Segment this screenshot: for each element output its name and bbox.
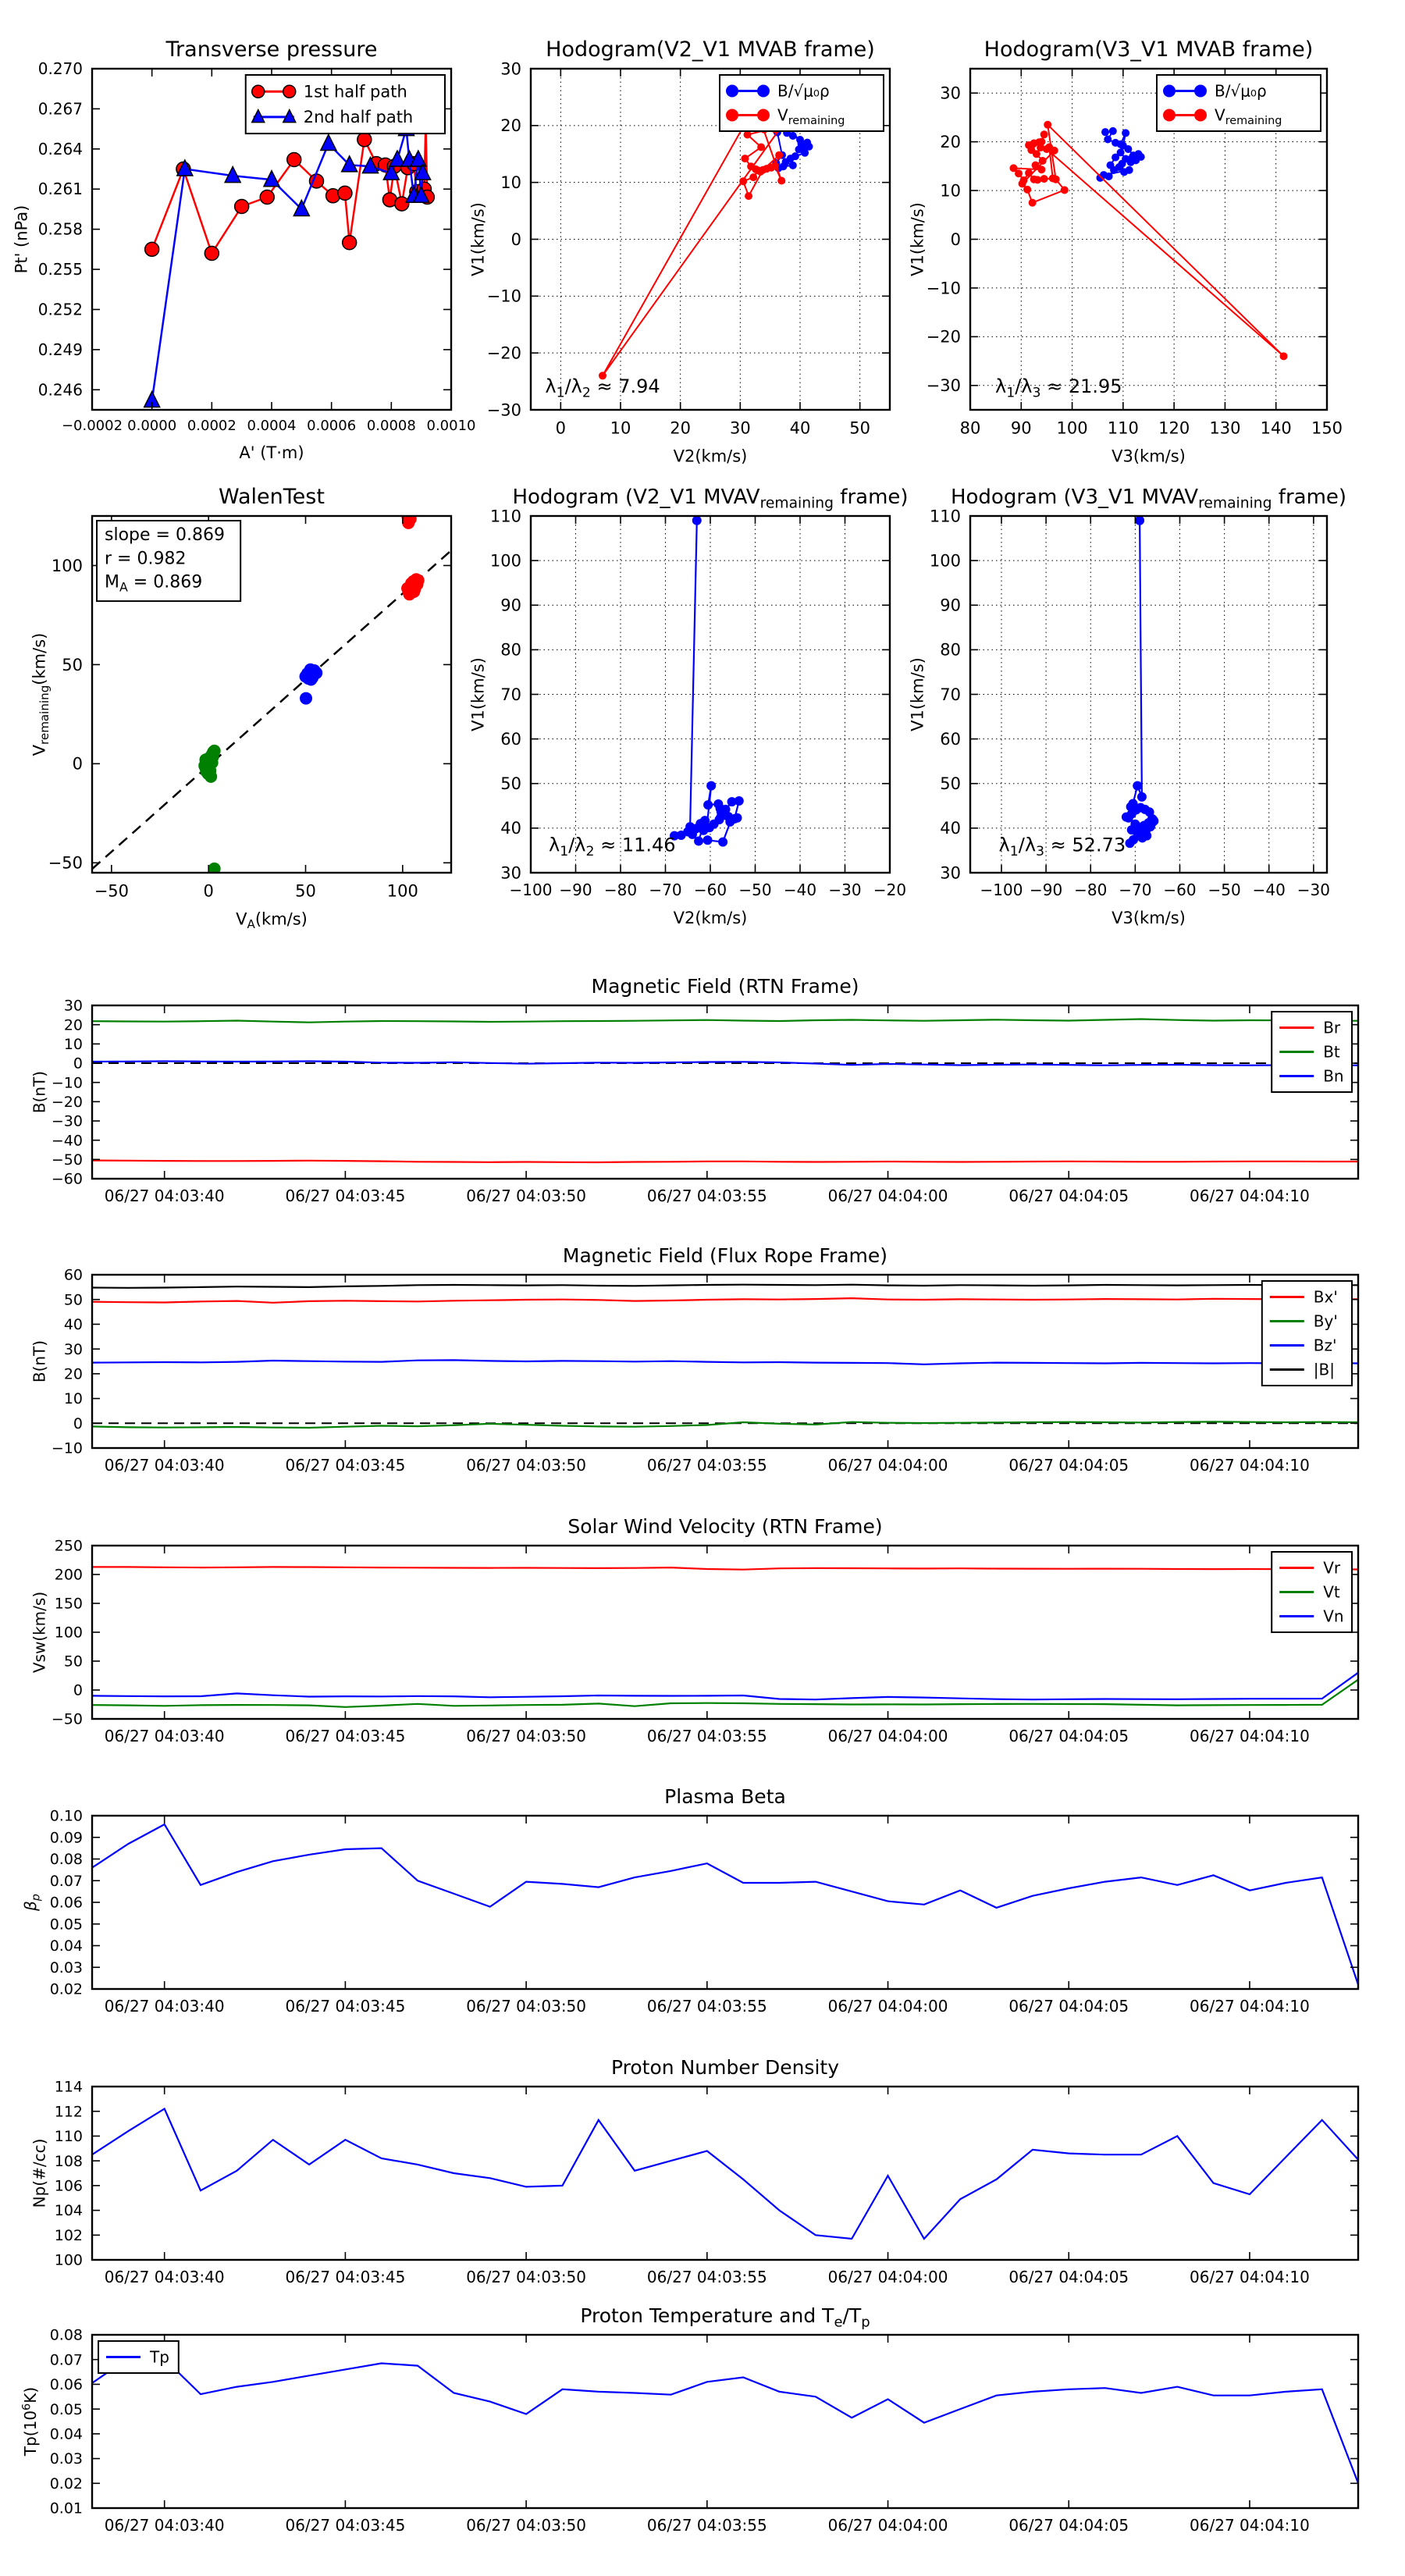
hodogram-v2v1-mvab-ytick: −20 — [486, 343, 521, 363]
proton-number-density-title: Proton Number Density — [611, 2056, 839, 2079]
transverse-pressure-xtick: 0.0006 — [307, 418, 357, 435]
hodogram-v3v1-mvav-title: Hodogram (V3_V1 $MVAV_{remaining}$ frame) — [950, 486, 1347, 512]
hodogram-v2v1-mvav-xtick: −30 — [828, 881, 862, 899]
solar-wind-velocity-xtick: 06/27 04:03:50 — [466, 1727, 587, 1745]
plasma-beta-xtick: 06/27 04:03:45 — [285, 1997, 406, 2016]
plasma-beta-ytick: 0.10 — [49, 1807, 83, 1825]
walen-test-ytick: 50 — [62, 655, 83, 674]
proton-temperature-ylabel: $Tp(10^6K)$ — [20, 2386, 40, 2457]
plasma-beta-title: Plasma Beta — [664, 1785, 786, 1808]
walen-test-title: WalenTest — [219, 485, 325, 509]
hodogram-v3v1-mvab-ytick: −30 — [926, 376, 961, 396]
solar-wind-velocity-legend-label: Vt — [1323, 1582, 1340, 1602]
proton-number-density-xtick: 06/27 04:03:55 — [646, 2268, 767, 2286]
hodogram-v3v1-mvav-ytick: 50 — [940, 774, 961, 794]
hodogram-v3v1-mvav-xtick: −30 — [1297, 881, 1330, 899]
magnetic-field-rtn-legend-label: Br — [1323, 1018, 1341, 1037]
magnetic-field-rtn-xtick: 06/27 04:04:05 — [1008, 1187, 1129, 1205]
hodogram-v3v1-mvav-xtick: −70 — [1119, 881, 1152, 899]
hodogram-v3v1-mvav-xtick: −100 — [980, 881, 1023, 899]
proton-temperature-xtick: 06/27 04:03:50 — [466, 2516, 587, 2535]
magnetic-field-rtn-xtick: 06/27 04:03:40 — [104, 1187, 225, 1205]
hodogram-v3v1-mvab-xtick: 150 — [1311, 418, 1343, 438]
hodogram-v2v1-mvab-xtick: 40 — [789, 418, 811, 438]
transverse-pressure-ytick: 0.270 — [37, 59, 83, 78]
transverse-pressure-legend-label: 2nd half path — [303, 108, 414, 127]
transverse-pressure-ylabel: Pt' (nPa) — [12, 205, 31, 274]
proton-number-density-ytick: 112 — [54, 2103, 83, 2121]
transverse-pressure-ytick: 0.252 — [37, 300, 83, 319]
hodogram-v3v1-mvab-xtick: 80 — [959, 418, 981, 438]
hodogram-v2v1-mvab-ytick: 0 — [510, 229, 521, 249]
proton-temperature-ytick: 0.04 — [49, 2425, 83, 2443]
solar-wind-velocity-xtick: 06/27 04:04:10 — [1190, 1727, 1310, 1745]
plasma-beta-xtick: 06/27 04:03:40 — [104, 1997, 225, 2016]
hodogram-v2v1-mvab-ytick: 10 — [500, 173, 521, 193]
plasma-beta-xtick: 06/27 04:04:05 — [1008, 1997, 1129, 2016]
magnetic-field-fluxrope-title: Magnetic Field (Flux Rope Frame) — [562, 1244, 888, 1267]
plasma-beta-ytick: 0.03 — [49, 1959, 83, 1976]
plasma-beta-ytick: 0.04 — [49, 1937, 83, 1955]
hodogram-v3v1-mvab-xtick: 130 — [1209, 418, 1241, 438]
hodogram-v3v1-mvav-ytick: 60 — [940, 729, 961, 749]
hodogram-v2v1-mvav-xtick: −80 — [603, 881, 638, 899]
proton-temperature-ytick: 0.05 — [49, 2400, 83, 2418]
hodogram-v3v1-mvav-ylabel: V1(km/s) — [908, 657, 927, 731]
hodogram-v3v1-mvav-xlabel: V3(km/s) — [1112, 909, 1186, 927]
solar-wind-velocity-title: Solar Wind Velocity (RTN Frame) — [567, 1515, 883, 1538]
magnetic-field-rtn-ytick: −50 — [51, 1151, 83, 1169]
hodogram-v3v1-mvab-legend — [1157, 75, 1321, 131]
magnetic-field-fluxrope-xtick: 06/27 04:03:45 — [285, 1456, 406, 1475]
solar-wind-velocity-ylabel: Vsw(km/s) — [30, 1591, 49, 1674]
magnetic-field-rtn-title: Magnetic Field (RTN Frame) — [591, 975, 859, 998]
proton-number-density-ytick: 106 — [54, 2177, 83, 2195]
hodogram-v2v1-mvav-ylabel: V1(km/s) — [468, 657, 488, 731]
hodogram-v2v1-mvav-annotation: $\lambda_1/\lambda_2 \approx 11.46$ — [549, 834, 676, 859]
walen-test-stat: slope = 0.869 — [105, 525, 225, 545]
transverse-pressure-xtick: 0.0000 — [127, 418, 177, 435]
solar-wind-velocity-legend-label: Vn — [1323, 1606, 1344, 1626]
proton-temperature-ytick: 0.06 — [49, 2376, 83, 2394]
hodogram-v2v1-mvav-ytick: 70 — [500, 685, 521, 704]
proton-temperature-title: Proton Temperature and $T_e/T_p$ — [580, 2304, 870, 2331]
solar-wind-velocity-ytick: 50 — [63, 1653, 83, 1670]
hodogram-v2v1-mvab-ytick: −10 — [486, 286, 521, 306]
magnetic-field-fluxrope-legend-label: Bz' — [1313, 1336, 1337, 1355]
proton-number-density-ytick: 114 — [54, 2078, 83, 2096]
magnetic-field-fluxrope-xtick: 06/27 04:03:50 — [466, 1456, 587, 1475]
hodogram-v3v1-mvab-ytick: 20 — [940, 132, 961, 151]
solar-wind-velocity-ytick: 150 — [54, 1595, 83, 1613]
solar-wind-velocity-ytick: 100 — [54, 1624, 83, 1642]
hodogram-v3v1-mvab-title: Hodogram(V3_V1 MVAB frame) — [984, 37, 1314, 62]
hodogram-v3v1-mvab-annotation: $\lambda_1/\lambda_3 \approx 21.95$ — [994, 375, 1122, 401]
hodogram-v2v1-mvav-ytick: 90 — [500, 596, 521, 615]
magnetic-field-rtn-xtick: 06/27 04:03:55 — [646, 1187, 767, 1205]
hodogram-v3v1-mvav-ytick: 90 — [940, 596, 961, 615]
magnetic-field-fluxrope-ytick: 50 — [63, 1291, 83, 1309]
walen-test-ytick: −50 — [48, 853, 83, 873]
plasma-beta-ytick: 0.02 — [49, 1980, 83, 1998]
proton-temperature-ytick: 0.08 — [49, 2326, 83, 2344]
hodogram-v2v1-mvab-title: Hodogram(V2_V1 MVAB frame) — [546, 37, 875, 62]
magnetic-field-fluxrope-ytick: 60 — [63, 1266, 83, 1284]
transverse-pressure-ytick: 0.267 — [37, 99, 83, 119]
magnetic-field-rtn-ytick: −20 — [51, 1093, 83, 1111]
hodogram-v2v1-mvav-xtick: −100 — [509, 881, 553, 899]
transverse-pressure-xtick: −0.0002 — [61, 418, 123, 435]
magnetic-field-fluxrope-ytick: 20 — [63, 1365, 83, 1383]
walen-test-stat: r = 0.982 — [105, 549, 187, 569]
hodogram-v3v1-mvav-xtick: −60 — [1163, 881, 1197, 899]
transverse-pressure-xlabel: A' (T·m) — [239, 443, 304, 463]
hodogram-v3v1-mvab-xtick: 90 — [1010, 418, 1032, 438]
plasma-beta-ytick: 0.05 — [49, 1916, 83, 1934]
hodogram-v2v1-mvab-xlabel: V2(km/s) — [673, 447, 748, 466]
magnetic-field-rtn-ytick: −60 — [51, 1170, 83, 1188]
hodogram-v2v1-mvab-ytick: 30 — [500, 59, 521, 79]
hodogram-v2v1-mvav-ytick: 80 — [500, 640, 521, 660]
hodogram-v3v1-mvav-xtick: −90 — [1030, 881, 1063, 899]
magnetic-field-fluxrope-xtick: 06/27 04:03:55 — [646, 1456, 767, 1475]
proton-temperature-legend — [98, 2341, 179, 2373]
walen-test-xlabel: $V_A(km/s)$ — [236, 909, 308, 932]
plasma-beta-ylabel: $\beta_p$ — [21, 1894, 43, 1911]
magnetic-field-rtn-xtick: 06/27 04:04:00 — [827, 1187, 948, 1205]
hodogram-v2v1-mvab-xtick: 30 — [729, 418, 751, 438]
hodogram-v3v1-mvab-ytick: 30 — [940, 84, 961, 103]
transverse-pressure-legend — [246, 75, 445, 133]
walen-test-xtick: 0 — [203, 881, 214, 901]
magnetic-field-fluxrope-xtick: 06/27 04:04:00 — [827, 1456, 948, 1475]
plasma-beta-xtick: 06/27 04:04:10 — [1190, 1997, 1310, 2016]
magnetic-field-fluxrope-ytick: 40 — [63, 1316, 83, 1334]
proton-temperature-legend-label: Tp — [150, 2347, 169, 2367]
plasma-beta-xtick: 06/27 04:04:00 — [827, 1997, 948, 2016]
walen-test-stat: $M_A = 0.869$ — [105, 572, 203, 595]
hodogram-v3v1-mvab-ytick: −10 — [926, 279, 961, 298]
proton-number-density-xtick: 06/27 04:04:10 — [1190, 2268, 1310, 2286]
hodogram-v2v1-mvab-legend — [720, 75, 884, 131]
magnetic-field-rtn-ytick: −10 — [51, 1074, 83, 1092]
hodogram-v3v1-mvav-ytick: 110 — [929, 507, 961, 526]
transverse-pressure-xtick: 0.0004 — [247, 418, 297, 435]
walen-test-ytick: 0 — [72, 754, 83, 774]
solar-wind-velocity-xtick: 06/27 04:04:05 — [1008, 1727, 1129, 1745]
hodogram-v2v1-mvav-ytick: 40 — [500, 819, 521, 838]
hodogram-v3v1-mvav-xtick: −40 — [1252, 881, 1286, 899]
proton-temperature-xtick: 06/27 04:04:05 — [1008, 2516, 1129, 2535]
transverse-pressure-ytick: 0.246 — [37, 380, 83, 400]
hodogram-v3v1-mvab-legend-label: B/√μ₀ρ — [1215, 81, 1267, 101]
magnetic-field-fluxrope-legend — [1262, 1281, 1352, 1386]
proton-number-density-xtick: 06/27 04:03:40 — [104, 2268, 225, 2286]
magnetic-field-fluxrope-legend-label: Bx' — [1313, 1287, 1338, 1307]
walen-test-xtick: 100 — [386, 881, 418, 901]
magnetic-field-fluxrope-ylabel: B(nT) — [30, 1340, 49, 1383]
transverse-pressure-xtick: 0.0008 — [366, 418, 416, 435]
proton-temperature-ytick: 0.03 — [49, 2450, 83, 2468]
proton-number-density-ylabel: Np(#/cc) — [30, 2138, 49, 2208]
hodogram-v2v1-mvav-xtick: −60 — [693, 881, 727, 899]
hodogram-v2v1-mvav-ytick: 60 — [500, 729, 521, 749]
hodogram-v3v1-mvab-ytick: −20 — [926, 327, 961, 347]
hodogram-v3v1-mvab-legend-label: $V_{remaining}$ — [1215, 105, 1282, 127]
hodogram-v2v1-mvab-xtick: 10 — [610, 418, 631, 438]
hodogram-v2v1-mvav-ytick: 100 — [489, 551, 521, 571]
magnetic-field-fluxrope-ytick: 30 — [63, 1340, 83, 1358]
plasma-beta-xtick: 06/27 04:03:50 — [466, 1997, 587, 2016]
magnetic-field-fluxrope-ytick: 0 — [73, 1414, 83, 1432]
solar-wind-velocity-xtick: 06/27 04:04:00 — [827, 1727, 948, 1745]
solar-wind-velocity-legend-label: Vr — [1323, 1558, 1341, 1578]
proton-temperature-xtick: 06/27 04:03:40 — [104, 2516, 225, 2535]
magnetic-field-fluxrope-xtick: 06/27 04:04:05 — [1008, 1456, 1129, 1475]
solar-wind-velocity-legend — [1272, 1552, 1352, 1632]
proton-temperature-ytick: 0.02 — [49, 2475, 83, 2492]
hodogram-v2v1-mvav-ytick: 50 — [500, 774, 521, 794]
magnetic-field-rtn-xtick: 06/27 04:04:10 — [1190, 1187, 1310, 1205]
hodogram-v2v1-mvab-xtick: 50 — [849, 418, 871, 438]
walen-test-ylabel: $V_{remaining}(km/s)$ — [30, 632, 52, 756]
hodogram-v3v1-mvav-xtick: −80 — [1074, 881, 1108, 899]
hodogram-v2v1-mvab-ylabel: V1(km/s) — [468, 202, 488, 276]
magnetic-field-rtn-ytick: −30 — [51, 1112, 83, 1130]
solar-wind-velocity-ytick: 250 — [54, 1537, 83, 1555]
plasma-beta-ytick: 0.08 — [49, 1851, 83, 1869]
hodogram-v3v1-mvab-xtick: 100 — [1056, 418, 1088, 438]
walen-test-xtick: −50 — [94, 881, 130, 901]
transverse-pressure-title: Transverse pressure — [165, 37, 378, 62]
magnetic-field-rtn-legend — [1272, 1012, 1352, 1092]
proton-temperature-xtick: 06/27 04:03:45 — [285, 2516, 406, 2535]
transverse-pressure-ytick: 0.249 — [37, 340, 83, 359]
proton-number-density-xtick: 06/27 04:04:00 — [827, 2268, 948, 2286]
plasma-beta-ytick: 0.07 — [49, 1872, 83, 1890]
walen-test-ytick: 100 — [51, 556, 83, 575]
hodogram-v3v1-mvav-ytick: 30 — [940, 863, 961, 883]
proton-temperature-ytick: 0.07 — [49, 2351, 83, 2369]
transverse-pressure-xtick: 0.0002 — [187, 418, 237, 435]
plasma-beta-ytick: 0.06 — [49, 1894, 83, 1912]
hodogram-v3v1-mvab-xtick: 110 — [1107, 418, 1139, 438]
proton-number-density-ytick: 108 — [54, 2152, 83, 2170]
magnetic-field-fluxrope-legend-label: By' — [1313, 1311, 1338, 1331]
magnetic-field-rtn-xtick: 06/27 04:03:45 — [285, 1187, 406, 1205]
hodogram-v2v1-mvab-ytick: 20 — [500, 116, 521, 136]
plasma-beta-ytick: 0.09 — [49, 1829, 83, 1847]
solar-wind-velocity-xtick: 06/27 04:03:45 — [285, 1727, 406, 1745]
solar-wind-velocity-xtick: 06/27 04:03:55 — [646, 1727, 767, 1745]
hodogram-v3v1-mvab-ylabel: V1(km/s) — [908, 202, 927, 276]
transverse-pressure-ytick: 0.255 — [37, 260, 83, 279]
hodogram-v3v1-mvav-annotation: $\lambda_1/\lambda_3 \approx 52.73$ — [998, 834, 1126, 859]
magnetic-field-fluxrope-legend-label: |B| — [1313, 1360, 1336, 1379]
hodogram-v2v1-mvab-annotation: $\lambda_1/\lambda_2 \approx 7.94$ — [545, 375, 660, 401]
hodogram-v2v1-mvav-xtick: −50 — [738, 881, 772, 899]
magnetic-field-rtn-ytick: 20 — [63, 1016, 83, 1034]
magnetic-field-fluxrope-xtick: 06/27 04:04:10 — [1190, 1456, 1310, 1475]
magnetic-field-rtn-ytick: 10 — [63, 1035, 83, 1053]
proton-number-density-xtick: 06/27 04:03:50 — [466, 2268, 587, 2286]
transverse-pressure-ytick: 0.261 — [37, 180, 83, 199]
transverse-pressure-legend-label: 1st half path — [303, 82, 407, 101]
hodogram-v2v1-mvab-legend-label: $V_{remaining}$ — [777, 105, 845, 127]
magnetic-field-fluxrope-ytick: −10 — [51, 1439, 83, 1457]
hodogram-v3v1-mvav-xtick: −50 — [1208, 881, 1241, 899]
proton-temperature-ytick: 0.01 — [49, 2500, 83, 2517]
magnetic-field-rtn-legend-label: Bn — [1323, 1066, 1344, 1086]
proton-number-density-xtick: 06/27 04:04:05 — [1008, 2268, 1129, 2286]
transverse-pressure-ytick: 0.258 — [37, 219, 83, 239]
hodogram-v2v1-mvav-ytick: 30 — [500, 863, 521, 883]
solar-wind-velocity-ytick: 0 — [73, 1681, 83, 1699]
magnetic-field-fluxrope-xtick: 06/27 04:03:40 — [104, 1456, 225, 1475]
hodogram-v3v1-mvav-ytick: 80 — [940, 640, 961, 660]
proton-number-density-ytick: 102 — [54, 2226, 83, 2244]
hodogram-v3v1-mvab-xtick: 140 — [1260, 418, 1292, 438]
hodogram-v3v1-mvav-ytick: 70 — [940, 685, 961, 704]
transverse-pressure-ytick: 0.264 — [37, 139, 83, 158]
transverse-pressure-xtick: 0.0010 — [426, 418, 476, 435]
solar-wind-velocity-xtick: 06/27 04:03:40 — [104, 1727, 225, 1745]
proton-temperature-xtick: 06/27 04:04:00 — [827, 2516, 948, 2535]
hodogram-v3v1-mvab-ytick: 10 — [940, 181, 961, 201]
hodogram-v2v1-mvav-xtick: −90 — [559, 881, 592, 899]
proton-number-density-ytick: 100 — [54, 2251, 83, 2269]
hodogram-v3v1-mvab-xtick: 120 — [1158, 418, 1190, 438]
magnetic-field-rtn-ylabel: B(nT) — [30, 1070, 49, 1114]
hodogram-v2v1-mvav-title: Hodogram (V2_V1 $MVAV_{remaining}$ frame) — [512, 486, 909, 512]
magnetic-field-rtn-legend-label: Bt — [1323, 1042, 1340, 1062]
hodogram-v2v1-mvab-xtick: 20 — [670, 418, 692, 438]
magnetic-field-rtn-ytick: 30 — [63, 997, 83, 1015]
proton-temperature-xtick: 06/27 04:04:10 — [1190, 2516, 1310, 2535]
hodogram-v3v1-mvav-ytick: 40 — [940, 819, 961, 838]
magnetic-field-fluxrope-ytick: 10 — [63, 1390, 83, 1408]
solar-wind-velocity-ytick: 200 — [54, 1566, 83, 1584]
plasma-beta-xtick: 06/27 04:03:55 — [646, 1997, 767, 2016]
hodogram-v2v1-mvav-xtick: −20 — [873, 881, 907, 899]
proton-number-density-xtick: 06/27 04:03:45 — [285, 2268, 406, 2286]
solar-wind-velocity-ytick: −50 — [51, 1710, 83, 1728]
hodogram-v2v1-mvav-ytick: 110 — [489, 507, 521, 526]
hodogram-v3v1-mvab-ytick: 0 — [950, 229, 961, 249]
hodogram-v2v1-mvab-xtick: 0 — [555, 418, 567, 438]
hodogram-v3v1-mvab-xlabel: V3(km/s) — [1112, 447, 1186, 466]
hodogram-v2v1-mvab-ytick: −30 — [486, 400, 521, 420]
hodogram-v2v1-mvab-legend-label: B/√μ₀ρ — [777, 81, 830, 101]
proton-number-density-ytick: 104 — [54, 2202, 83, 2220]
magnetic-field-rtn-xtick: 06/27 04:03:50 — [466, 1187, 587, 1205]
walen-test-xtick: 50 — [295, 881, 316, 901]
proton-number-density-ytick: 110 — [54, 2128, 83, 2146]
hodogram-v2v1-mvav-xtick: −40 — [783, 881, 817, 899]
hodogram-v3v1-mvav-ytick: 100 — [929, 551, 961, 571]
hodogram-v2v1-mvav-xlabel: V2(km/s) — [673, 909, 748, 927]
magnetic-field-rtn-ytick: −40 — [51, 1132, 83, 1150]
proton-temperature-xtick: 06/27 04:03:55 — [646, 2516, 767, 2535]
hodogram-v2v1-mvav-xtick: −70 — [649, 881, 682, 899]
magnetic-field-rtn-ytick: 0 — [73, 1055, 83, 1073]
